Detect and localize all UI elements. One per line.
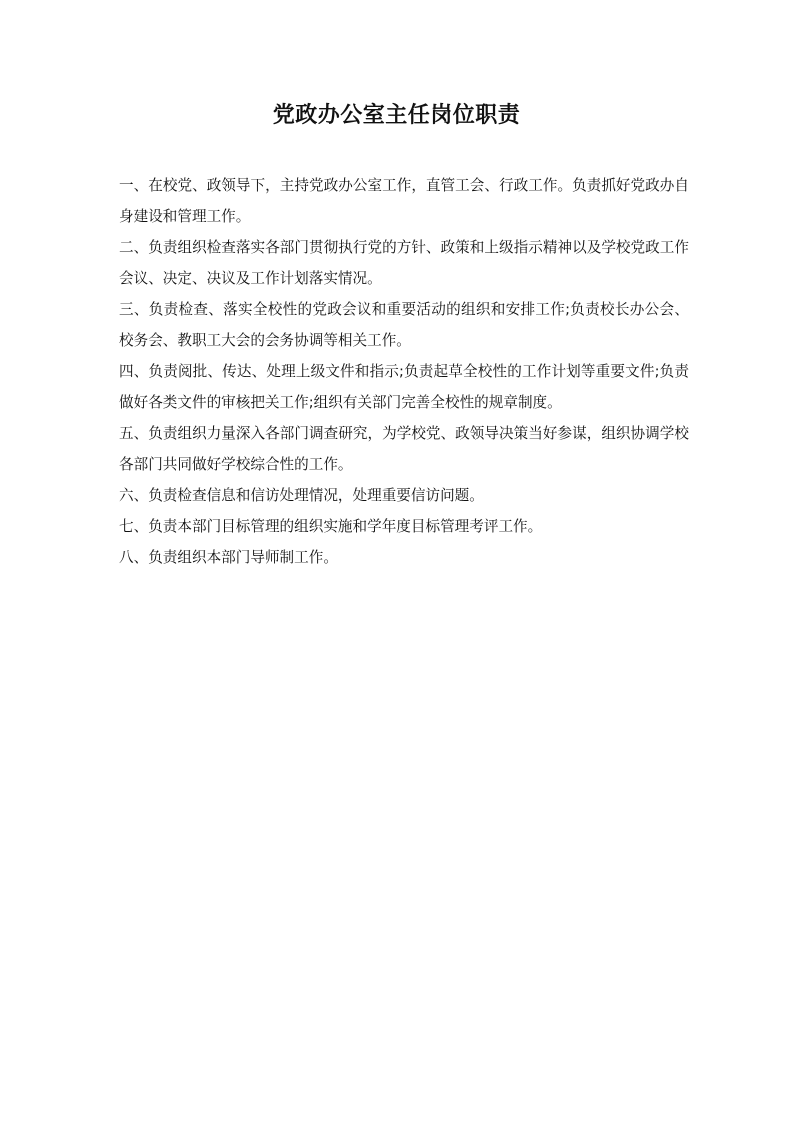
duty-paragraph-8: 八、负责组织本部门导师制工作。	[119, 549, 338, 566]
duty-paragraph-3: 三、负责检查、落实全校性的党政会议和重要活动的组织和安排工作;负责校长办公会、校务会、教职工大会的会务协调等相关工作。	[119, 301, 689, 349]
duty-paragraph-5: 五、负责组织力量深入各部门调查研究，为学校党、政领导决策当好参谋，组织协调学校各部门共同做好学校综合性的工作。	[119, 425, 689, 473]
document-body	[119, 170, 689, 573]
duty-paragraph-4: 四、负责阅批、传达、处理上级文件和指示;负责起草全校性的工作计划等重要文件;负责做好各类文件的审核把关工作;组织有关部门完善全校性的规章制度。	[119, 363, 689, 411]
duty-paragraph-1: 一、在校党、政领导下，主持党政办公室工作，直管工会、行政工作。负责抓好党政办自身建设和管理工作。	[119, 177, 689, 225]
duty-paragraph-6: 六、负责检查信息和信访处理情况，处理重要信访问题。	[119, 487, 484, 504]
document-title: 党政办公室主任岗位职责	[272, 103, 521, 128]
duty-paragraph-7: 七、负责本部门目标管理的组织实施和学年度目标管理考评工作。	[119, 518, 543, 535]
duty-paragraph-2: 二、负责组织检查落实各部门贯彻执行党的方针、政策和上级指示精神以及学校党政工作会议、决定、决议及工作计划落实情况。	[119, 239, 689, 287]
